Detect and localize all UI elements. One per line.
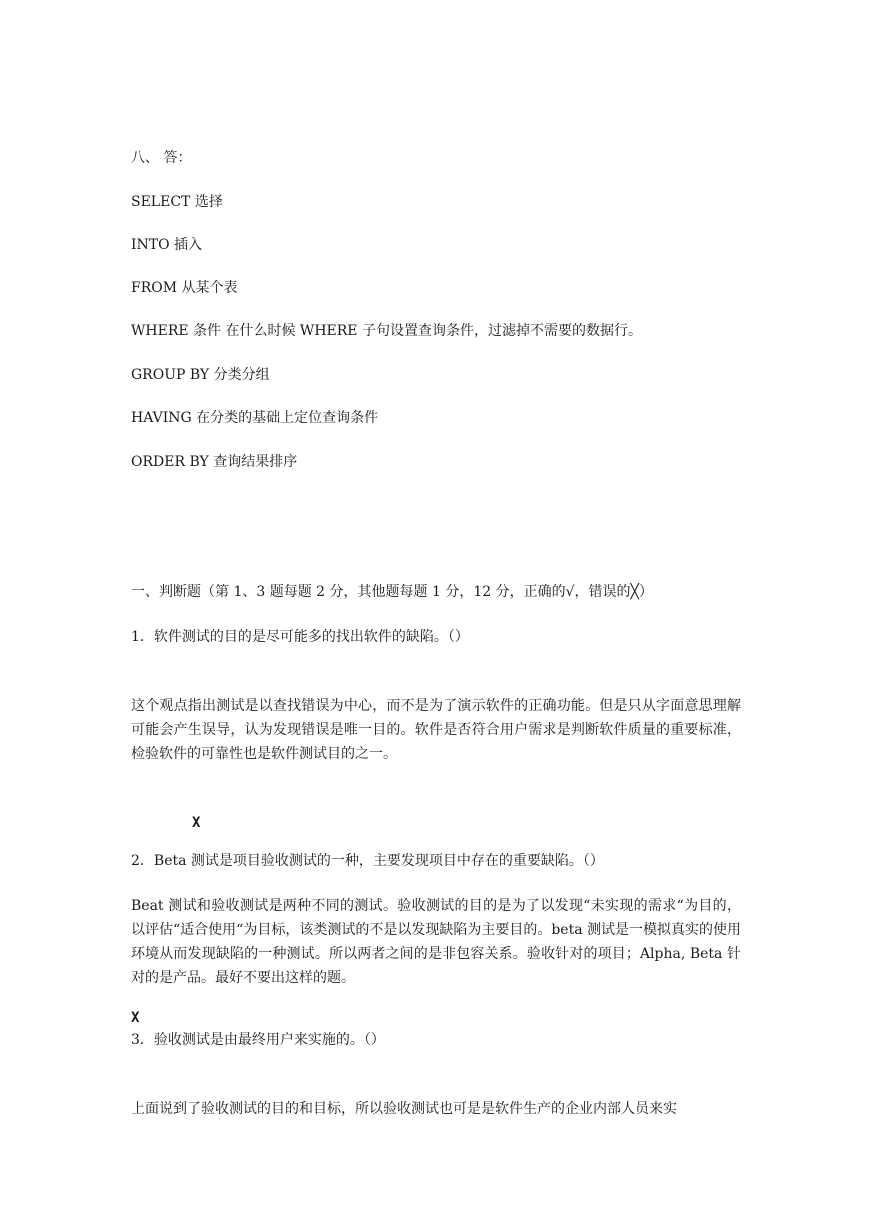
section1-heading: 一、判断题（第 1、3 题每题 2 分，其他题每题 1 分，12 分，正确的√，错误的╳） [131,584,653,600]
q1-answer-mark: X [192,815,201,831]
q2-explanation: Beat 测试和验收测试是两种不同的测试。验收测试的目的是为了以发现“未实现的需求“为目的，以评估“适合使用“为目标，该类测试的不是以发现缺陷为主要目的。beta 测试是一模拟真实的使用环境从而发现缺陷的一种测试。所以两者之间的是非包容关系。验收针对的项目；Alpha, Beta 针对的是产品。最好不要出这样的题。 [131,898,741,986]
section8-heading: 八、 答： [131,150,192,166]
sql-item-into: INTO 插入 [131,237,203,253]
q1-question: 1．软件测试的目的是尽可能多的找出软件的缺陷。（） [131,629,469,645]
sql-item-group-by: GROUP BY 分类分组 [131,367,270,383]
q1-explanation: 这个观点指出测试是以查找错误为中心，而不是为了演示软件的正确功能。但是只从字面意思理解可能会产生误导，认为发现错误是唯一目的。软件是否符合用户需求是判断软件质量的重要标准，检验软件的可靠性也是软件测试目的之一。 [131,698,741,762]
q2-question: 2．Beta 测试是项目验收测试的一种，主要发现项目中存在的重要缺陷。（） [131,853,604,869]
sql-item-from: FROM 从某个表 [131,280,238,296]
sql-item-select: SELECT 选择 [131,194,223,210]
sql-item-having: HAVING 在分类的基础上定位查询条件 [131,410,379,426]
sql-item-order-by: ORDER BY 查询结果排序 [131,454,298,470]
q3-explanation: 上面说到了验收测试的目的和目标，所以验收测试也可是是软件生产的企业内部人员来实 [131,1101,677,1117]
q3-question: 3．验收测试是由最终用户来实施的。（） [131,1032,385,1048]
q2-answer-mark: X [131,1010,140,1026]
sql-item-where: WHERE 条件 在什么时候 WHERE 子句设置查询条件，过滤掉不需要的数据行。 [131,323,642,339]
